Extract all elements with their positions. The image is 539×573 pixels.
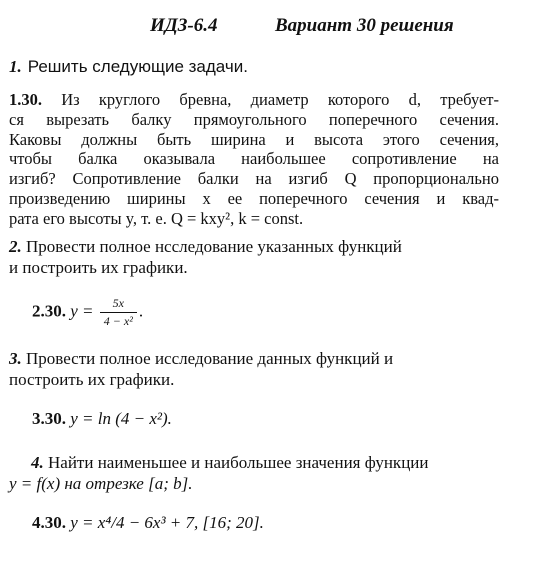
section-1-heading-text: Решить следующие задачи. — [27, 57, 248, 76]
section-4-text — [9, 452, 428, 494]
formula-end: . — [138, 301, 144, 321]
formula: y = ln (4 − x²). — [70, 409, 172, 428]
problem-1-30-line: произведению ширины x ее поперечного сечения и квад- — [9, 188, 499, 208]
document-title: ИДЗ-6.4 — [150, 15, 218, 36]
section-2-number: 2. — [9, 237, 22, 256]
problem-2-30 — [32, 296, 143, 329]
problem-1-30-line: чтобы балка оказывала наибольшее сопротивление на — [9, 149, 499, 169]
problem-4-30 — [32, 513, 264, 533]
problem-number: 3.30. — [32, 409, 66, 428]
formula-lhs: y = — [70, 301, 94, 321]
section-3-number: 3. — [9, 349, 22, 368]
problem-1-30-line: Каковы должны быть ширина и высота этого сечения, — [9, 129, 499, 149]
fraction-numerator: 5x — [100, 296, 137, 313]
section-3-text — [9, 348, 393, 390]
problem-1-30-line: рата его высоты y, т. е. Q = kxy², k = const. — [9, 208, 304, 228]
problem-1-30-line — [9, 90, 499, 110]
section-1-heading — [9, 57, 248, 77]
formula: y = x⁴/4 − 6x³ + 7, [16; 20]. — [70, 513, 264, 532]
section-1-number: 1. — [9, 57, 22, 76]
section-4-line-1: Найти наименьшее и наибольшее значения функции — [48, 453, 429, 472]
section-3-line-2: построить их графики. — [9, 370, 175, 389]
formula-fraction — [100, 296, 137, 329]
section-4-line-2: y = f(x) на отрезке [a; b]. — [9, 474, 193, 493]
problem-number: 2.30. — [32, 301, 66, 321]
problem-1-30 — [9, 90, 499, 229]
problem-1-30-line: изгиб? Сопротивление балки на изгиб Q пропорционально — [9, 169, 499, 189]
section-2-line-1: Провести полное нсследование указанных функций — [26, 237, 402, 256]
section-4-number: 4. — [31, 453, 44, 472]
section-2-text — [9, 236, 402, 278]
section-2-line-2: и построить их графики. — [9, 258, 188, 277]
problem-text: Из круглого бревна, диаметр которого d, требует- — [61, 90, 500, 109]
problem-number: 1.30. — [9, 90, 42, 109]
section-3-line-1: Провести полное исследование данных функций и — [26, 349, 394, 368]
variant-title: Вариант 30 решения — [275, 15, 454, 36]
problem-3-30 — [32, 409, 172, 429]
fraction-denominator: 4 − x² — [103, 314, 133, 328]
problem-number: 4.30. — [32, 513, 66, 532]
problem-1-30-line: ся вырезать балку прямоугольного поперечного сечения. — [9, 109, 499, 129]
